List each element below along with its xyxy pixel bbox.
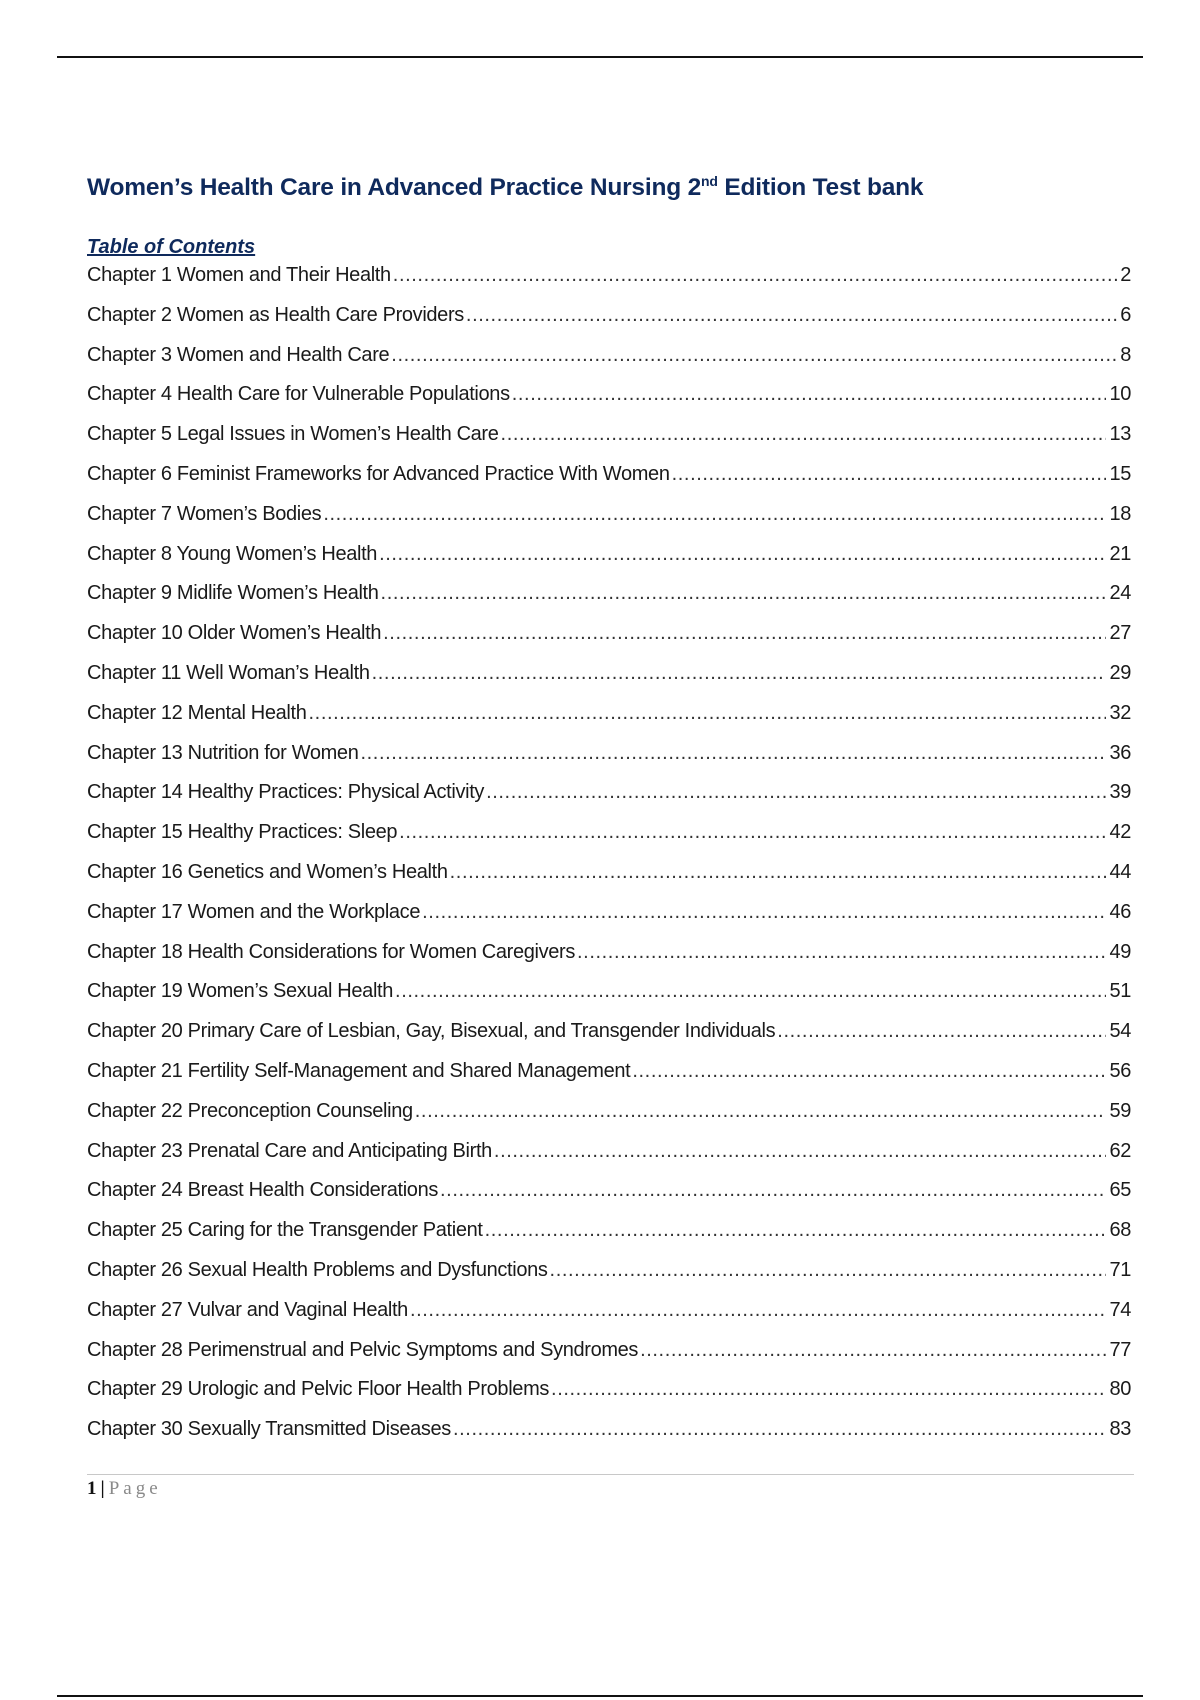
toc-entry-page[interactable]: 56	[1109, 1059, 1131, 1082]
toc-entry[interactable]	[87, 742, 1131, 782]
toc-entry-title[interactable]: Chapter 18 Health Considerations for Women Caregivers	[87, 940, 575, 963]
toc-entry-title[interactable]: Chapter 12 Mental Health	[87, 701, 307, 724]
toc-dot-leader	[440, 1179, 1106, 1202]
toc-dot-leader	[672, 463, 1107, 486]
toc-entry[interactable]	[87, 503, 1131, 543]
footer-rule	[87, 1474, 1134, 1475]
toc-entry-page[interactable]: 18	[1109, 502, 1131, 525]
toc-dot-leader	[494, 1140, 1107, 1163]
toc-entry-page[interactable]: 36	[1109, 741, 1131, 764]
toc-dot-leader	[383, 622, 1106, 645]
toc-entry[interactable]	[87, 1418, 1131, 1458]
toc-dot-leader	[323, 503, 1106, 526]
toc-entry-title[interactable]: Chapter 26 Sexual Health Problems and Dysfunctions	[87, 1258, 548, 1281]
toc-dot-leader	[360, 742, 1106, 765]
toc-dot-leader	[551, 1378, 1106, 1401]
toc-entry-page[interactable]: 6	[1120, 303, 1131, 326]
toc-entry[interactable]	[87, 662, 1131, 702]
toc-dot-leader	[381, 582, 1107, 605]
toc-entry-page[interactable]: 15	[1109, 462, 1131, 485]
toc-entry-page[interactable]: 59	[1109, 1099, 1131, 1122]
toc-entry-page[interactable]: 51	[1109, 980, 1131, 1003]
toc-entry-title[interactable]: Chapter 23 Prenatal Care and Anticipating Birth	[87, 1139, 492, 1162]
toc-entry-page[interactable]: 80	[1109, 1378, 1131, 1401]
toc-dot-leader	[309, 702, 1107, 725]
toc-dot-leader	[512, 383, 1107, 406]
toc-entry[interactable]	[87, 304, 1131, 344]
toc-entry-title[interactable]: Chapter 4 Health Care for Vulnerable Populations	[87, 383, 510, 406]
toc-entry-title[interactable]: Chapter 25 Caring for the Transgender Patient	[87, 1219, 483, 1242]
toc-entry-page[interactable]: 10	[1109, 383, 1131, 406]
toc-dot-leader	[395, 980, 1106, 1003]
toc-dot-leader	[485, 1219, 1107, 1242]
toc-entry[interactable]	[87, 781, 1131, 821]
toc-dot-leader	[577, 941, 1106, 964]
document-title-suffix: Edition Test bank	[717, 174, 924, 201]
toc-entry-title[interactable]: Chapter 13 Nutrition for Women	[87, 741, 359, 764]
bottom-rule	[57, 1695, 1143, 1697]
table-of-contents	[87, 264, 1131, 1458]
toc-entry[interactable]	[87, 622, 1131, 662]
toc-entry[interactable]	[87, 1140, 1131, 1180]
toc-entry-title[interactable]: Chapter 11 Well Woman’s Health	[87, 661, 370, 684]
toc-entry-page[interactable]: 46	[1109, 900, 1131, 923]
document-title	[87, 174, 923, 202]
toc-entry-title[interactable]: Chapter 30 Sexually Transmitted Diseases	[87, 1418, 451, 1441]
toc-entry-title[interactable]: Chapter 29 Urologic and Pelvic Floor Health Problems	[87, 1378, 550, 1401]
toc-entry[interactable]	[87, 543, 1131, 583]
toc-entry[interactable]	[87, 383, 1131, 423]
toc-entry-title[interactable]: Chapter 6 Feminist Frameworks for Advanced Practice With Women	[87, 462, 670, 485]
toc-entry-title[interactable]: Chapter 2 Women as Health Care Providers	[87, 303, 464, 326]
toc-entry-page[interactable]: 54	[1109, 1020, 1131, 1043]
toc-entry[interactable]	[87, 861, 1131, 901]
toc-entry-title[interactable]: Chapter 15 Healthy Practices: Sleep	[87, 821, 398, 844]
toc-entry[interactable]	[87, 1259, 1131, 1299]
toc-entry[interactable]	[87, 1179, 1131, 1219]
toc-entry[interactable]	[87, 702, 1131, 742]
toc-entry[interactable]	[87, 582, 1131, 622]
toc-dot-leader	[486, 781, 1106, 804]
toc-entry-page[interactable]: 83	[1109, 1418, 1131, 1441]
page-footer	[87, 1478, 162, 1500]
toc-dot-leader	[422, 901, 1106, 924]
toc-entry-page[interactable]: 62	[1109, 1139, 1131, 1162]
document-title-superscript: nd	[701, 172, 718, 189]
footer-separator: |	[100, 1478, 105, 1499]
toc-dot-leader	[632, 1060, 1106, 1083]
toc-dot-leader	[550, 1259, 1107, 1282]
toc-entry[interactable]	[87, 1060, 1131, 1100]
toc-dot-leader	[453, 1418, 1106, 1441]
toc-entry-title[interactable]: Chapter 21 Fertility Self-Management and Shared Management	[87, 1059, 631, 1082]
toc-entry-title[interactable]: Chapter 5 Legal Issues in Women’s Health Care	[87, 423, 499, 446]
toc-entry-title[interactable]: Chapter 14 Healthy Practices: Physical Activity	[87, 781, 485, 804]
toc-entry-title[interactable]: Chapter 24 Breast Health Considerations	[87, 1179, 438, 1202]
toc-entry[interactable]	[87, 264, 1131, 304]
toc-dot-leader	[379, 543, 1106, 566]
toc-entry-page[interactable]: 13	[1109, 423, 1131, 446]
toc-entry-page[interactable]: 49	[1109, 940, 1131, 963]
toc-dot-leader	[391, 344, 1117, 367]
toc-entry[interactable]	[87, 1100, 1131, 1140]
toc-entry-title[interactable]: Chapter 27 Vulvar and Vaginal Health	[87, 1298, 408, 1321]
toc-entry-page[interactable]: 42	[1109, 821, 1131, 844]
toc-entry-title[interactable]: Chapter 9 Midlife Women’s Health	[87, 582, 379, 605]
toc-entry-title[interactable]: Chapter 10 Older Women’s Health	[87, 622, 382, 645]
toc-entry-page[interactable]: 65	[1109, 1179, 1131, 1202]
toc-entry-title[interactable]: Chapter 20 Primary Care of Lesbian, Gay, Bisexual, and Transgender Individuals	[87, 1020, 776, 1043]
toc-entry-page[interactable]: 8	[1120, 343, 1131, 366]
toc-dot-leader	[466, 304, 1117, 327]
toc-heading[interactable]: Table of Contents	[87, 236, 256, 258]
header-rule	[57, 56, 1143, 58]
toc-entry[interactable]	[87, 901, 1131, 941]
toc-entry-title[interactable]: Chapter 3 Women and Health Care	[87, 343, 390, 366]
footer-page-label: Page	[108, 1478, 162, 1499]
toc-entry[interactable]	[87, 1020, 1131, 1060]
toc-entry-page[interactable]: 77	[1109, 1338, 1131, 1361]
toc-entry-page[interactable]: 32	[1109, 701, 1131, 724]
toc-entry[interactable]	[87, 344, 1131, 384]
toc-entry-title[interactable]: Chapter 19 Women’s Sexual Health	[87, 980, 394, 1003]
toc-dot-leader	[399, 821, 1106, 844]
toc-entry-page[interactable]: 29	[1109, 661, 1131, 684]
toc-entry-title[interactable]: Chapter 1 Women and Their Health	[87, 264, 391, 286]
footer-page-number: 1	[87, 1478, 97, 1499]
toc-entry-page[interactable]: 2	[1120, 264, 1131, 286]
toc-entry[interactable]	[87, 1299, 1131, 1339]
toc-entry[interactable]	[87, 1339, 1131, 1379]
toc-entry[interactable]	[87, 941, 1131, 981]
toc-entry[interactable]	[87, 463, 1131, 503]
toc-dot-leader	[410, 1299, 1107, 1322]
document-title-main: Women’s Health Care in Advanced Practice Nursing 2	[87, 174, 702, 201]
toc-dot-leader	[640, 1339, 1106, 1362]
toc-entry[interactable]	[87, 423, 1131, 463]
toc-entry[interactable]	[87, 821, 1131, 861]
toc-dot-leader	[415, 1100, 1107, 1123]
toc-entry-page[interactable]: 74	[1109, 1298, 1131, 1321]
toc-entry-page[interactable]: 27	[1109, 622, 1131, 645]
toc-entry[interactable]	[87, 1378, 1131, 1418]
toc-entry-title[interactable]: Chapter 7 Women’s Bodies	[87, 502, 322, 525]
toc-entry-page[interactable]: 44	[1109, 860, 1131, 883]
toc-dot-leader	[393, 264, 1117, 287]
toc-entry-title[interactable]: Chapter 17 Women and the Workplace	[87, 900, 421, 923]
toc-entry-title[interactable]: Chapter 22 Preconception Counseling	[87, 1099, 413, 1122]
toc-entry-page[interactable]: 71	[1109, 1258, 1131, 1281]
toc-dot-leader	[501, 423, 1107, 446]
toc-entry-page[interactable]: 68	[1109, 1219, 1131, 1242]
toc-entry-page[interactable]: 39	[1109, 781, 1131, 804]
toc-dot-leader	[372, 662, 1107, 685]
toc-dot-leader	[777, 1020, 1106, 1043]
toc-entry-title[interactable]: Chapter 8 Young Women’s Health	[87, 542, 378, 565]
toc-entry-title[interactable]: Chapter 16 Genetics and Women’s Health	[87, 860, 448, 883]
toc-entry[interactable]	[87, 1219, 1131, 1259]
toc-entry[interactable]	[87, 980, 1131, 1020]
toc-dot-leader	[450, 861, 1107, 884]
toc-entry-title[interactable]: Chapter 28 Perimenstrual and Pelvic Symptoms and Syndromes	[87, 1338, 639, 1361]
toc-entry-page[interactable]: 24	[1109, 582, 1131, 605]
toc-entry-page[interactable]: 21	[1109, 542, 1131, 565]
